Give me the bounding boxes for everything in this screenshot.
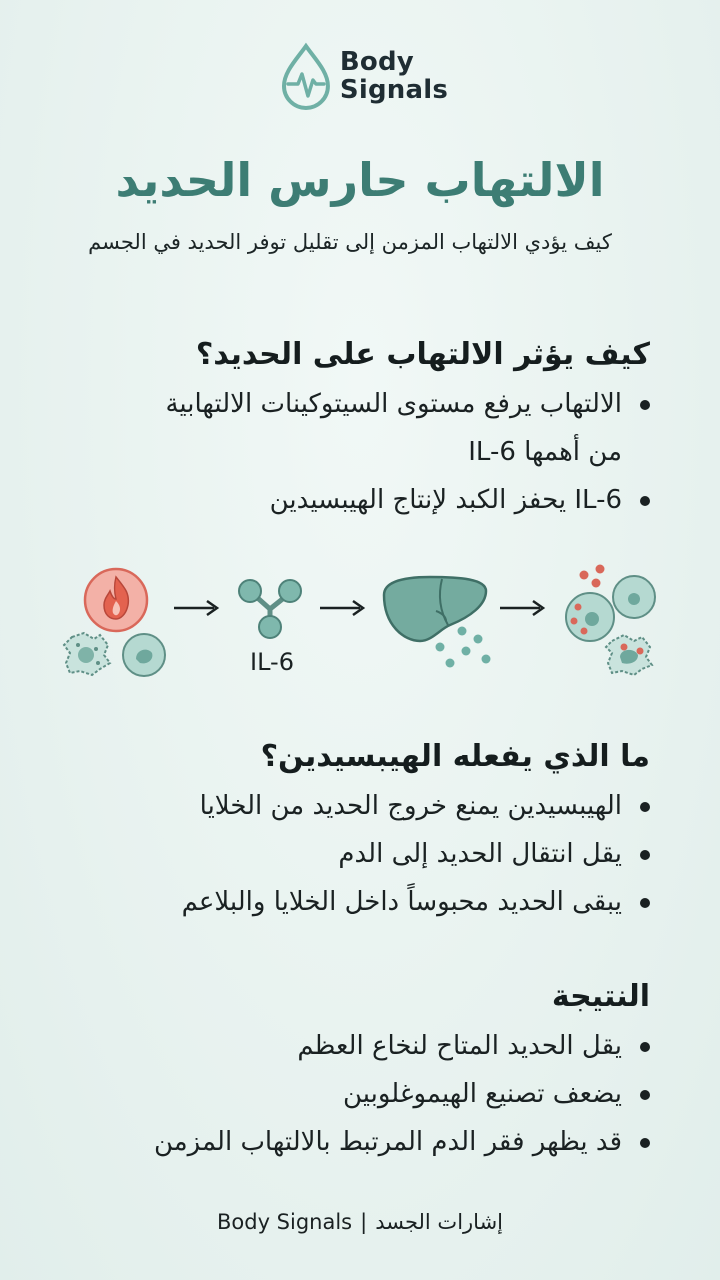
- list-item-text: IL-6 يحفز الكبد لإنتاج الهيبسيدين: [269, 485, 622, 515]
- il6-label: IL-6: [250, 648, 294, 676]
- list-item: [60, 830, 650, 878]
- page-subtitle: كيف يؤدي الالتهاب المزمن إلى تقليل توفر الحديد في الجسم: [88, 230, 612, 254]
- list-item-text: قد يظهر فقر الدم المرتبط بالالتهاب المزمن: [153, 1127, 622, 1157]
- list-item: [60, 1118, 650, 1166]
- section-heading: النتيجة: [551, 979, 650, 1014]
- list-item: [60, 476, 650, 524]
- section-heading: كيف يؤثر الالتهاب على الحديد؟: [195, 337, 650, 372]
- water-drop-pulse-icon: [278, 42, 334, 110]
- footer-brand-en: Body Signals: [216, 1210, 353, 1234]
- footer-separator: |: [360, 1210, 368, 1234]
- list-item: [60, 1022, 650, 1070]
- list-item: [60, 782, 650, 830]
- section-result: [60, 972, 650, 1166]
- iron-trapped-cells-icon: [566, 565, 655, 676]
- list-item-text: يضعف تصنيع الهيموغلوبين: [342, 1079, 622, 1109]
- bullet-list: [60, 782, 650, 926]
- brand-line-1: Body: [339, 47, 414, 77]
- list-item-text: يقل الحديد المتاح لنخاع العظم: [297, 1031, 622, 1061]
- liver-icon: [384, 577, 491, 668]
- lymphocyte-cell-icon: [123, 634, 165, 676]
- inflammation-flame-icon: [85, 569, 147, 631]
- list-item-text-line-2: من أهمها IL-6: [468, 437, 622, 467]
- pathway-diagram: [0, 555, 720, 695]
- arrow-right-icon: [174, 601, 217, 615]
- list-item: [60, 380, 650, 476]
- arrow-right-icon: [320, 601, 363, 615]
- il6-molecule-icon: [239, 580, 301, 638]
- section-inflammation-effect: [60, 330, 650, 524]
- list-item-text-line-1: الالتهاب يرفع مستوى السيتوكينات الالتهابية: [165, 389, 622, 419]
- list-item: [60, 878, 650, 926]
- bullet-list: [60, 380, 650, 524]
- list-item: [60, 1070, 650, 1118]
- page-title: الالتهاب حارس الحديد: [115, 153, 605, 207]
- section-heading: ما الذي يفعله الهيبسيدين؟: [260, 739, 650, 774]
- brand-line-2: Signals: [339, 75, 448, 105]
- list-item-text: الهيبسيدين يمنع خروج الحديد من الخلايا: [199, 791, 622, 821]
- brand-name: [340, 48, 448, 104]
- footer-brand-ar: إشارات الجسد: [375, 1210, 503, 1234]
- list-item-text: يقل انتقال الحديد إلى الدم: [338, 839, 622, 869]
- brand-logo: [278, 40, 448, 112]
- list-item-text: يبقى الحديد محبوساً داخل الخلايا والبلاعم: [181, 887, 622, 917]
- footer: [0, 1210, 720, 1234]
- bullet-list: [60, 1022, 650, 1166]
- macrophage-cell-icon: [64, 633, 110, 675]
- arrow-right-icon: [500, 601, 543, 615]
- section-hepcidin-action: [60, 732, 650, 926]
